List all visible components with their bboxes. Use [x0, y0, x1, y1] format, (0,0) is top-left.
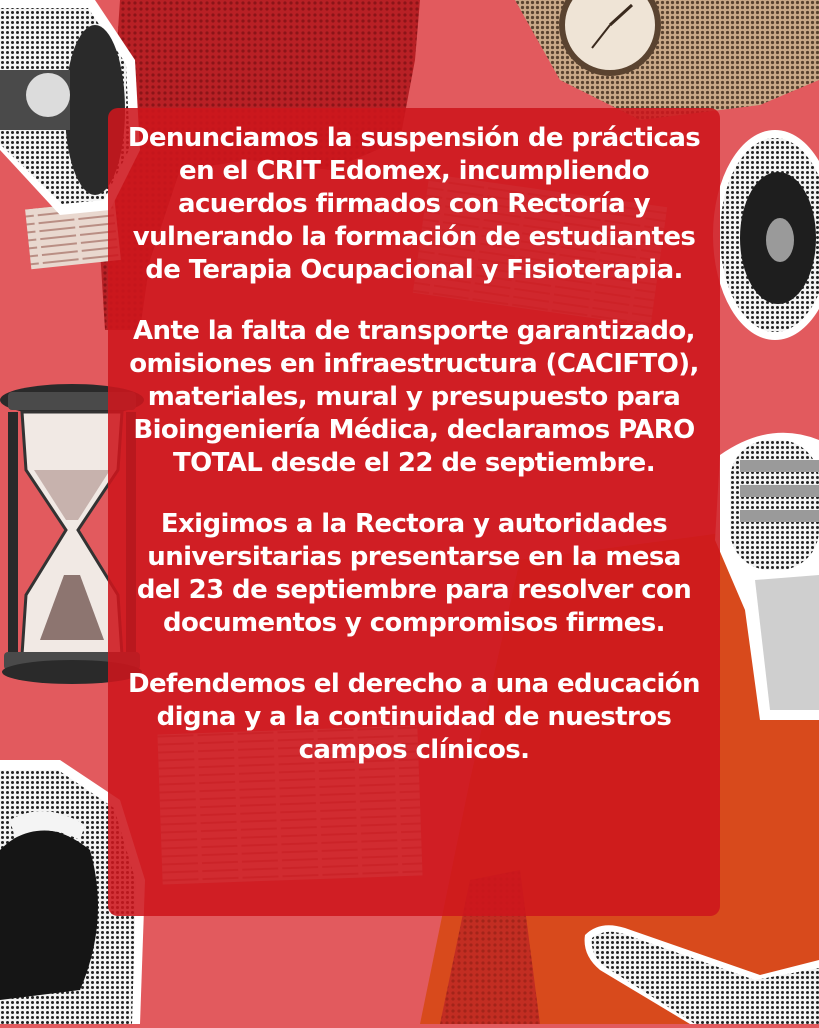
- statement-text: [108, 122, 720, 767]
- statement-paragraph-denuncia: Denunciamos la suspensión de prácticas en el CRIT Edomex, incumpliendo acuerdos firmados con Rectoría y vulnerando la formación de estudiantes de Terapia Ocupacional y Fisioterapia.: [127, 123, 701, 285]
- statement-paragraph-defensa: Defendemos el derecho a una educación digna y a la continuidad de nuestros campos clínicos.: [128, 669, 700, 765]
- stopwatch-icon: [515, 0, 819, 120]
- statement-paragraph-exigencia: Exigimos a la Rectora y autoridades universitarias presentarse en la mesa del 23 de septiembre para resolver con documentos y compromisos firmes.: [136, 509, 692, 638]
- statement-paragraph-paro: Ante la falta de transporte garantizado, omisiones en infraestructura (CACIFTO), materiales, mural y presupuesto para Bioingeniería Médica, declaramos PARO TOTAL desde el 22 de septiembre.: [129, 316, 699, 478]
- speaker-icon: [713, 130, 819, 340]
